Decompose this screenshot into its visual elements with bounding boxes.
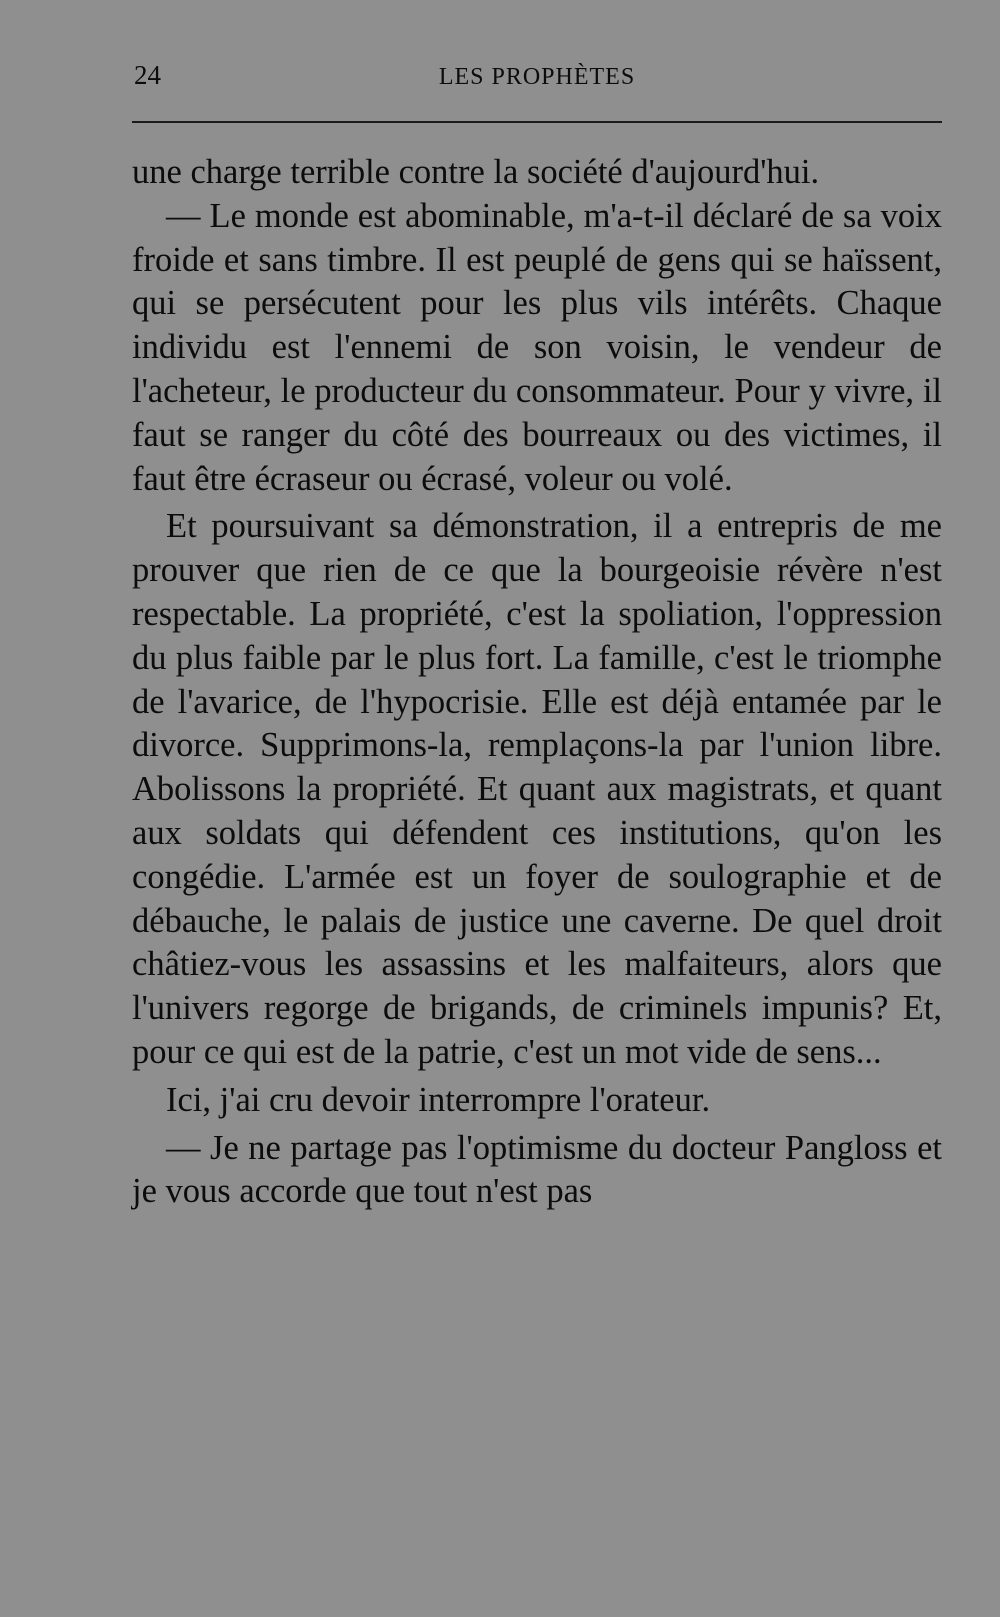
running-title: LES PROPHÈTES (438, 64, 636, 90)
book-page (132, 60, 942, 1214)
page-header (132, 60, 942, 104)
paragraph-4: Ici, j'ai cru devoir interrompre l'orateur. (166, 1080, 711, 1119)
paragraph-3: Et poursuivant sa démonstration, il a entrepris de me prouver que rien de ce que la bourgeoisie révère n'est respectable. La propriété, c'est la spoliation, l'oppression du plus faible par le plus fort. La famille, c'est le triomphe de l'avarice, de l'hypocrisie. Elle est déjà entamée par le divorce. Supprimons-la, remplaçons-la par l'union libre. Abolissons la propriété. Et quant aux magistrats, et quant aux soldats qui défendent ces institutions, qu'on les congédie. L'armée est un foyer de soulographie et de débauche, le palais de justice une caverne. De quel droit châtiez-vous les assassins et les malfaiteurs, alors que l'univers regorge de brigands, de criminels impunis? Et, pour ce qui est de la patrie, c'est un mot vide de sens... (132, 507, 942, 1071)
header-rule (132, 121, 942, 123)
body-text (132, 151, 942, 1214)
paragraph-5: — Je ne partage pas l'optimisme du docteur Pangloss et je vous accorde que tout n'est pas (132, 1128, 942, 1211)
paragraph-2: — Le monde est abominable, m'a-t-il déclaré de sa voix froide et sans timbre. Il est peuplé de gens qui se haïssent, qui se persécutent pour les plus vils intérêts. Chaque individu est l'ennemi de son voisin, le vendeur de l'acheteur, le producteur du consommateur. Pour y vivre, il faut se ranger du côté des bourreaux ou des victimes, il faut être écraseur ou écrasé, voleur ou volé. (132, 196, 942, 498)
page-number: 24 (134, 60, 161, 90)
paragraph-1: une charge terrible contre la société d'aujourd'hui. (132, 153, 820, 191)
